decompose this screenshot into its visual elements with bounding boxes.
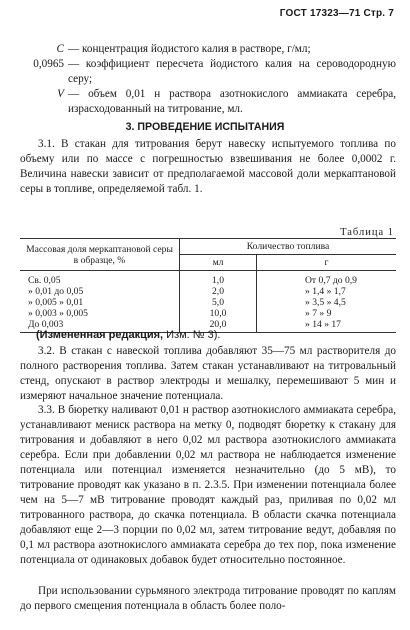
table-1 <box>20 238 396 333</box>
table-header-g: г <box>257 255 397 271</box>
definition-symbol: C <box>56 43 64 55</box>
definition-item <box>20 87 396 117</box>
table-cell-g: » 3,5 » 4,5 <box>305 297 346 308</box>
table-caption: Таблица 1 <box>340 227 394 238</box>
definition-text: — объем 0,01 н раствора азотнокислого аммиаката серебра, израсходованный на титрование, мл. <box>68 88 396 115</box>
paragraph-3-1: 3.1. В стакан для титрования берут навеску испытуемого топлива по объему или по массе с погрешностью взвешивания не более 0,0002 г. Величина навески зависит от предполагаемой массовой доли меркаптановой серы в топливе, определяемой табл. 1. <box>20 138 396 195</box>
table-cell-g: От 0,7 до 0,9 <box>305 275 357 286</box>
table-row <box>20 271 396 287</box>
paragraph-3-2: 3.2. В стакан с навеской топлива добавляют 35—75 мл растворителя до полного растворения топлива. Затем стакан устанавливают на титровальный стенд, опускают в раствор электроды и мешалку, перемешивают 5 мин и измеряют начальное значение потенциала. <box>20 345 396 402</box>
table-cell-share: » 0,005 » 0,01 <box>28 297 84 308</box>
table-header-share: Массовая доля меркаптановой серы в образце, % <box>20 239 180 271</box>
definition-text: — коэффициент пересчета йодистого калия на сероводородную серу; <box>68 58 396 85</box>
table-cell-ml: 10,0 <box>180 308 257 319</box>
paragraph-3-3: 3.3. В бюретку наливают 0,01 н раствор азотнокислого аммиаката серебра, устанавливают мениск раствора на метку 0, подводят бюретку к стакану для титрования и добавляют в него 0,02 мл раствора азотнокислого аммиаката серебра. Если при добавлении 0,02 мл раствора не наблюдается изменение потенциала или потенциал изменяется незначительно (до 5 мВ), то титрование проводят как указано в п. 2.3.5. При изменении потенциала более чем на 5—7 мВ титрование проводят каждый раз, приливая по 0,02 мл титрованного раствора, до скачка потенциала. В области скачка потенциала добавляют еще 2—3 порции по 0,02 мл, затем титрование ведут, добавляя по 0,1 мл раствора азотнокислого аммиаката серебра до тех пор, пока изменение потенциала от одинаковых добавок будет относительно постоянное. <box>20 404 396 566</box>
table-cell-ml: 20,0 <box>180 319 257 333</box>
definition-symbol: 0,0965 <box>33 58 64 70</box>
table-header-quantity: Количество топлива <box>180 239 397 255</box>
definition-item <box>20 57 396 87</box>
table-cell-share: » 0,01 до 0,05 <box>28 286 84 297</box>
table-header-ml: мл <box>180 255 257 271</box>
table-cell-share: » 0,003 » 0,005 <box>28 308 88 319</box>
table-cell-g: » 7 » 9 <box>305 308 332 319</box>
table-cell-ml: 1,0 <box>180 271 257 287</box>
table-cell-ml: 5,0 <box>180 297 257 308</box>
definitions-list <box>20 42 396 117</box>
table-row <box>20 286 396 297</box>
paragraph-tail: При использовании сурьмяного электрода титрование проводят по каплям до первого смещения потенциала в область более поло- <box>20 585 396 612</box>
page-header: ГОСТ 17323—71 Стр. 7 <box>279 8 394 19</box>
amendment-note-rest: Изм. № 3). <box>163 329 221 341</box>
table-row <box>20 297 396 308</box>
table-cell-share: До 0,003 <box>20 319 180 333</box>
definition-text: — концентрация йодистого калия в растворе, г/мл; <box>68 43 311 55</box>
table-row <box>20 308 396 319</box>
amendment-note-bold: (Измененная редакция, <box>36 329 164 341</box>
table-cell-g: » 1,4 » 1,7 <box>305 286 346 297</box>
amendment-note <box>36 328 220 343</box>
section-title: 3. ПРОВЕДЕНИЕ ИСПЫТАНИЯ <box>125 121 285 133</box>
definition-symbol: V <box>57 88 64 100</box>
definition-item <box>20 42 396 57</box>
table-cell-g: » 14 » 17 <box>257 319 397 333</box>
table-cell-share: Св. 0,05 <box>28 275 61 286</box>
table-cell-ml: 2,0 <box>180 286 257 297</box>
